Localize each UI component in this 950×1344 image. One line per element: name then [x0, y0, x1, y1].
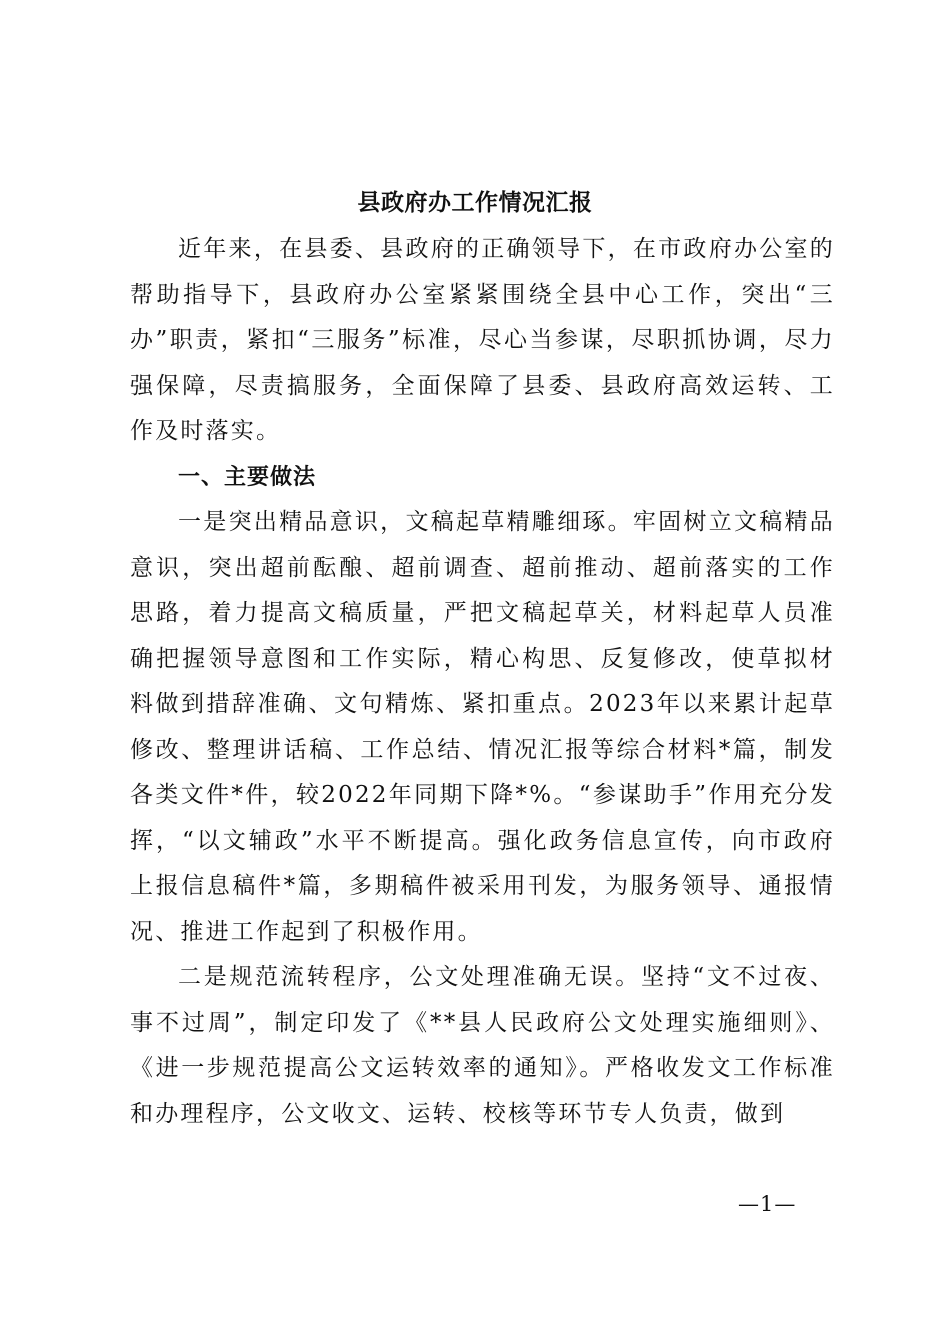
section-heading: 一、主要做法 [178, 464, 317, 490]
body-paragraph-1: 一是突出精品意识，文稿起草精雕细琢。牢固树立文稿精品意识，突出超前酝酿、超前调查、超前推动、超前落实的工作思路，着力提高文稿质量，严把文稿起草关，材料起草人员准确把握领导意图和工作实际，精心构思、反复修改，使草拟材料做到措辞准确、文句精炼、紧扣重点。2023年以来累计起草修改、整理讲话稿、工作总结、情况汇报等综合材料*篇，制发各类文件*件，较2022年同期下降*%。“参谋助手”作用充分发挥，“以文辅政”水平不断提高。强化政务信息宣传，向市政府上报信息稿件*篇，多期稿件被采用刊发，为服务领导、通报情况、推进工作起到了积极作用。 [130, 509, 835, 945]
document-title: 县政府办工作情况汇报 [357, 189, 593, 216]
body-paragraph-2: 二是规范流转程序，公文处理准确无误。坚持“文不过夜、事不过周”，制定印发了《**县人民政府公文处理实施细则》、《进一步规范提高公文运转效率的通知》。严格收发文工作标准和办理程序，公文收文、运转、校核等环节专人负责，做到 [130, 964, 835, 1127]
intro-paragraph: 近年来，在县委、县政府的正确领导下，在市政府办公室的帮助指导下，县政府办公室紧紧围绕全县中心工作，突出“三办”职责，紧扣“三服务”标准，尽心当参谋，尽职抓协调，尽力强保障，尽责搞服务，全面保障了县委、县政府高效运转、工作及时落实。 [130, 236, 835, 444]
document-body [130, 227, 835, 1137]
page-number: —1— [738, 1192, 797, 1216]
